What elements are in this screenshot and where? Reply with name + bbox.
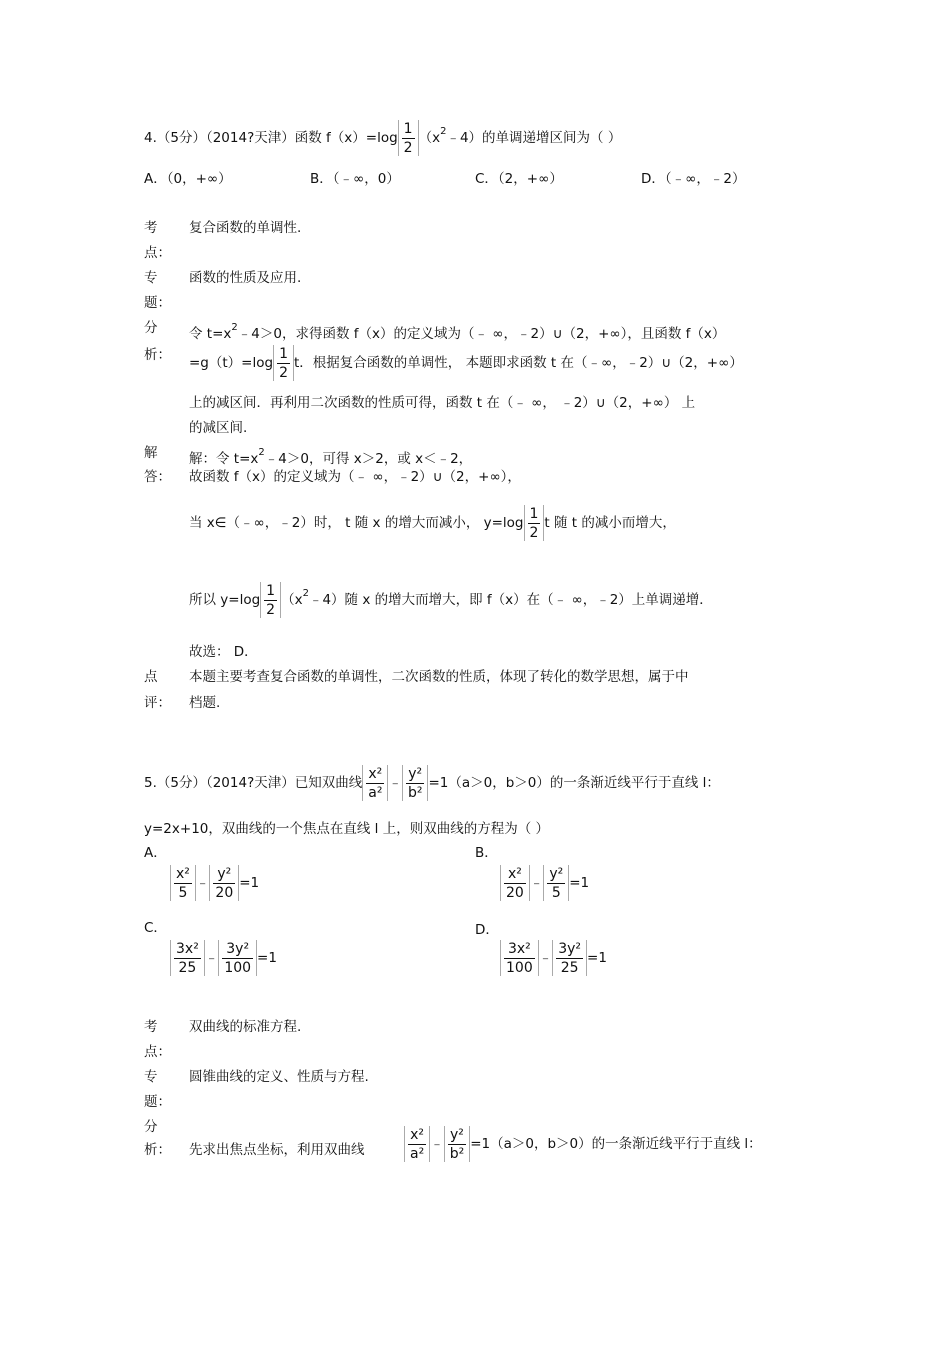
q5-zt-label-2: 题： — [144, 1094, 171, 1110]
q4-dp-label-1: 点 — [144, 669, 158, 685]
q4-option-d: D．（﹣∞，﹣2） — [641, 171, 746, 187]
q4-dp-label-2: 评： — [144, 695, 171, 711]
q4-jd-line-4: 所以 y=log $\frac{1}{2}$ $(x^2﹣4)$随 x 的增大而增大，即 f（x）在（﹣ ∞，﹣2）上单调递增． — [189, 583, 713, 618]
fraction: $\frac{\text{3y²}}{25}$ — [552, 940, 587, 976]
q4-zt-text: 函数的性质及应用. — [189, 270, 302, 286]
q4-kd-label-2: 点： — [144, 245, 171, 261]
q4-fx-line-3: 上的减区间．再利用二次函数的性质可得，函数 t 在（﹣ ∞， ﹣2）∪（2，+∞） 上 — [189, 395, 696, 411]
q4-stem: 4.（5分）（2014?天津）函数 f（x）=log $\frac{1}{2}$ $(x^2﹣4)$的单调递增区间为（ ） — [144, 121, 622, 156]
q5-option-b: $\frac{\text{x²}}{20}$ ﹣ $\frac{\text{y²}}{5}$ =1 — [500, 865, 589, 901]
q5-option-c-label: C． — [144, 920, 167, 936]
q5-fx-label-2: 析： — [144, 1142, 171, 1158]
q5-option-d-label: D． — [475, 922, 499, 938]
q5-option-a: $\frac{\text{x²}}{5}$ ﹣ $\frac{\text{y²}}{20}$ =1 — [170, 865, 259, 901]
fraction: $\frac{\text{y²}}{5}$ — [543, 865, 569, 901]
q4-jd-label-1: 解 — [144, 445, 158, 461]
q4-kd-text: 复合函数的单调性. — [189, 220, 302, 236]
q5-fx-text-a: 先求出焦点坐标，利用双曲线 — [189, 1142, 365, 1158]
fraction: $\frac{\text{y²}}{20}$ — [209, 865, 239, 901]
q4-dp-line-2: 档题. — [189, 695, 221, 711]
fraction-x2-a2: $\frac{\text{x²}}{\text{a²}}$ — [404, 1126, 430, 1162]
q4-fx-label-1: 分 — [144, 320, 158, 336]
q5-stem-line-1: 5.（5分）（2014?天津）已知双曲线 $\frac{\text{x²}}{\text{a²}}$ ﹣ $\frac{\text{y²}}{\text{b²}}$ =1（a＞0，b＞0）的一条渐近线平行于直线 l： — [144, 766, 720, 801]
q4-fx-line-2: =g（t）=log $\frac{1}{2}$ t．根据复合函数的单调性， 本题即求函数 t 在（﹣∞，﹣2）∪（2，+∞） — [189, 346, 743, 381]
q4-jd-line-3: 当 x∈（﹣∞，﹣2）时， t 随 x 的增大而减小， y=log $\frac{1}{2}$ t 随 t 的减小而增大， — [189, 506, 676, 541]
log-base-fraction: $\frac{1}{2}$ — [398, 120, 419, 156]
q4-fx-label-2: 析： — [144, 347, 171, 363]
fraction: $\frac{\text{3y²}}{100}$ — [218, 940, 257, 976]
q4-dp-line-1: 本题主要考查复合函数的单调性，二次函数的性质，体现了转化的数学思想，属于中 — [189, 669, 689, 685]
q4-fx-line-4: 的减区间. — [189, 420, 248, 436]
q4-kd-label-1: 考 — [144, 220, 158, 236]
q5-kd-label-2: 点： — [144, 1044, 171, 1060]
q5-stem-line-2: y=2x+10，双曲线的一个焦点在直线 l 上，则双曲线的方程为（ ） — [144, 821, 549, 837]
q4-fx-line-1: 令 $t=x^2﹣4>0$，求得函数 f（x）的定义域为（﹣ ∞，﹣2）∪（2，+∞），且函数 f（x） — [189, 322, 726, 342]
q4-zt-label-1: 专 — [144, 270, 158, 286]
fraction: $\frac{\text{x²}}{5}$ — [170, 865, 196, 901]
q5-fx-label-1: 分 — [144, 1119, 158, 1135]
log-base-fraction: $\frac{1}{2}$ — [273, 345, 294, 381]
log-base-fraction: $\frac{1}{2}$ — [524, 505, 545, 541]
fraction: $\frac{\text{x²}}{20}$ — [500, 865, 530, 901]
q4-jd-line-2: 故函数 f（x）的定义域为（﹣ ∞，﹣2）∪（2，+∞）， — [189, 469, 521, 485]
q5-option-c: $\frac{\text{3x²}}{25}$ ﹣ $\frac{\text{3y²}}{100}$ =1 — [170, 940, 277, 976]
q5-zt-label-1: 专 — [144, 1069, 158, 1085]
q5-fx-formula: $\frac{\text{x²}}{\text{a²}}$ ﹣ $\frac{\text{y²}}{\text{b²}}$ =1（a＞0，b＞0）的一条渐近线平行于直线 l： — [404, 1126, 762, 1162]
q4-option-b: B．（﹣∞，0） — [310, 171, 400, 187]
fraction: $\frac{\text{3x²}}{100}$ — [500, 940, 539, 976]
q4-jd-line-1: 解：令 $t=x^2﹣4>0$，可得 x＞2，或 x＜﹣2， — [189, 447, 473, 467]
q4-jd-line-5: 故选： D． — [189, 644, 258, 660]
fraction-y2-b2: $\frac{\text{y²}}{\text{b²}}$ — [402, 765, 429, 801]
q4-jd-label-2: 答： — [144, 469, 171, 485]
q5-zt-text: 圆锥曲线的定义、性质与方程. — [189, 1069, 369, 1085]
q4-zt-label-2: 题： — [144, 295, 171, 311]
fraction-x2-a2: $\frac{\text{x²}}{\text{a²}}$ — [362, 765, 388, 801]
log-base-fraction: $\frac{1}{2}$ — [260, 582, 281, 618]
q5-option-a-label: A． — [144, 845, 167, 861]
fraction: $\frac{\text{3x²}}{25}$ — [170, 940, 205, 976]
q5-kd-text: 双曲线的标准方程. — [189, 1019, 302, 1035]
fraction-y2-b2: $\frac{\text{y²}}{\text{b²}}$ — [444, 1126, 471, 1162]
q5-option-d: $\frac{\text{3x²}}{100}$ ﹣ $\frac{\text{3y²}}{25}$ =1 — [500, 940, 607, 976]
q5-kd-label-1: 考 — [144, 1019, 158, 1035]
q5-option-b-label: B． — [475, 845, 498, 861]
q4-option-c: C．（2，+∞） — [475, 171, 563, 187]
q4-option-a: A．（0，+∞） — [144, 171, 232, 187]
